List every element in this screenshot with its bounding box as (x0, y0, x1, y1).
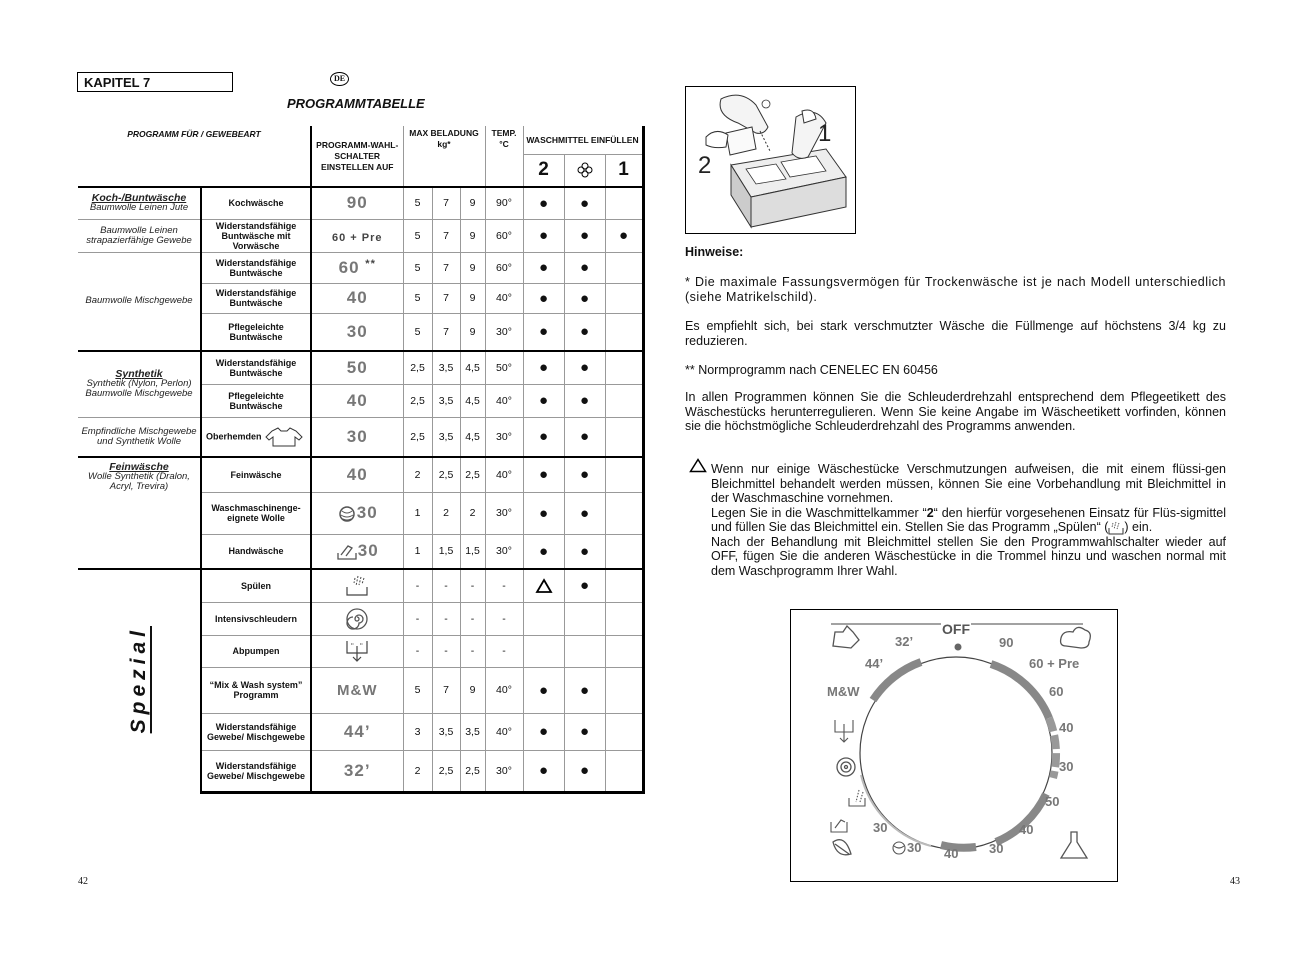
load-value: 3,5 (460, 713, 485, 750)
fabric-feinwaesche-group: Feinwäsche Wolle Synthetik (Dralon, Acryl, Trevira) (78, 457, 201, 569)
program-name: Spülen (201, 569, 311, 602)
note-paragraph: ** Normprogramm nach CENELEC EN 60456 (685, 363, 938, 377)
compartment-softener-mark: ● (564, 252, 605, 283)
dial-setting: 30 (311, 417, 403, 457)
load-value: 5 (403, 283, 432, 313)
program-name: Intensivschleudern (201, 602, 311, 635)
dial-label: 30 (1059, 759, 1074, 774)
temp-value: 60° (485, 252, 523, 283)
compartment-2-mark: ● (523, 417, 564, 457)
compartment-softener-mark: ● (564, 417, 605, 457)
table-row (78, 417, 643, 457)
load-value: 3,5 (432, 417, 460, 457)
dial-label: 30 (907, 840, 922, 855)
load-value: 9 (460, 219, 485, 252)
fabric-description: Baumwolle Leinen strapazierfähige Gewebe (78, 219, 201, 252)
cloud-wool-icon (1061, 627, 1091, 648)
compartment-softener-mark: ● (564, 351, 605, 384)
header-temp: TEMP. °C (485, 126, 523, 187)
fabric-description: Empfindliche Mischgewebe und Synthetik Wolle (78, 417, 201, 457)
program-dial-drawing (791, 610, 1117, 881)
program-name: Widerstandsfähige Gewebe/ Mischgewebe (201, 750, 311, 792)
spezial-label: Spezial (127, 625, 150, 734)
compartment-softener-mark: ● (564, 283, 605, 313)
dial-setting: 40 (311, 384, 403, 417)
fabric-synthetik-group: Synthetik Synthetik (Nylon, Perlon) Baumwolle Mischgewebe (78, 351, 201, 417)
compartment-softener-mark: ● (564, 750, 605, 792)
compartment-label-1: 1 (818, 120, 832, 147)
compartment-2-mark: ● (523, 384, 564, 417)
leaf-icon (833, 840, 851, 855)
load-value: 3 (403, 713, 432, 750)
temp-value: - (485, 635, 523, 667)
compartment-2-mark: ● (523, 667, 564, 713)
eco-cotton-icon (833, 626, 859, 648)
spin-icon (837, 758, 855, 776)
load-value: 1,5 (432, 534, 460, 569)
table-row (78, 252, 643, 283)
compartment-1-mark (605, 313, 643, 351)
table-row (78, 569, 643, 602)
program-name: Kochwäsche (201, 187, 311, 219)
load-value: - (432, 602, 460, 635)
load-value: 5 (403, 219, 432, 252)
page-number-right: 43 (1230, 876, 1240, 887)
program-name: Waschmaschinenge-eignete Wolle (201, 492, 311, 534)
temp-value: 40° (485, 713, 523, 750)
load-value: 9 (460, 667, 485, 713)
program-name: Feinwäsche (201, 457, 311, 492)
compartment-softener-mark: ● (564, 569, 605, 602)
temp-value: - (485, 569, 523, 602)
temp-value: 30° (485, 534, 523, 569)
handwash-icon (831, 820, 847, 832)
compartment-1-mark (605, 417, 643, 457)
load-value: 2,5 (432, 457, 460, 492)
detergent-drawer-illustration (685, 86, 856, 234)
compartment-2-mark: ● (523, 252, 564, 283)
temp-value: 40° (485, 384, 523, 417)
load-value: - (432, 569, 460, 602)
load-value: 7 (432, 283, 460, 313)
compartment-2-mark (523, 635, 564, 667)
temp-value: 40° (485, 667, 523, 713)
compartment-1-mark (605, 667, 643, 713)
load-value: 9 (460, 187, 485, 219)
load-value: 7 (432, 667, 460, 713)
header-compartment-2: 2 (523, 154, 564, 187)
dial-label: 60 + Pre (1029, 656, 1080, 671)
compartment-2-mark: ● (523, 457, 564, 492)
compartment-label-2: 2 (698, 152, 712, 179)
load-value: 3,5 (432, 713, 460, 750)
compartment-softener-mark: ● (564, 313, 605, 351)
dial-label: 30 (873, 820, 888, 835)
load-value: 2,5 (460, 457, 485, 492)
compartment-2-mark: ● (523, 187, 564, 219)
dial-label: 90 (999, 635, 1014, 650)
compartment-1-mark (605, 384, 643, 417)
spin-icon (345, 607, 369, 631)
dial-setting: 60 + Pre (311, 219, 403, 252)
dial-label-off: OFF (942, 621, 970, 637)
dial-label: 32’ (895, 634, 914, 649)
load-value: 4,5 (460, 351, 485, 384)
compartment-softener-mark: ● (564, 534, 605, 569)
temp-value: 90° (485, 187, 523, 219)
handwash-icon (336, 543, 358, 561)
compartment-2-mark: ● (523, 351, 564, 384)
program-table (78, 126, 645, 794)
load-value: 7 (432, 313, 460, 351)
dial-setting: 60 ** (311, 252, 403, 283)
program-name: Handwäsche (201, 534, 311, 569)
table-row (78, 187, 643, 219)
temp-value: 30° (485, 750, 523, 792)
bleach-note-final: Nach der Behandlung mit Bleichmittel stellen Sie den Programmwahlschalter wieder auf OFF, fügen Sie die anderen Wäschestücke in die Trommel hinzu und waschen normal mit dem Waschprogramm Ihrer Wahl. (711, 534, 1226, 578)
compartment-2-mark: ● (523, 219, 564, 252)
compartment-1-mark (605, 492, 643, 534)
load-value: 2,5 (403, 417, 432, 457)
program-name: Widerstandsfähige Gewebe/ Mischgewebe (201, 713, 311, 750)
temp-value: 40° (485, 457, 523, 492)
compartment-1-mark (605, 569, 643, 602)
header-compartment-softener (564, 154, 605, 187)
compartment-1-mark (605, 457, 643, 492)
compartment-1-mark (605, 635, 643, 667)
header-compartment-1: 1 (605, 154, 643, 187)
load-value: 1 (403, 534, 432, 569)
load-value: - (403, 602, 432, 635)
load-value: - (460, 602, 485, 635)
header-detergent: WASCHMITTEL EINFÜLLEN (523, 126, 643, 154)
compartment-2-mark (523, 569, 564, 602)
bleach-note-intro: Wenn nur einige Wäschestücke Verschmutzungen aufweisen, die mit einem flüssi-gen Bleichmittel behandelt werden müssen, können Sie eine Vorbehandlung mit Bleichmittel in der Waschmaschine vornehmen. (711, 462, 1226, 505)
compartment-1-mark (605, 351, 643, 384)
compartment-1-mark: ● (605, 219, 643, 252)
load-value: 3,5 (432, 384, 460, 417)
load-value: 2 (403, 750, 432, 792)
note-paragraph: * Die maximale Fassungsvermögen für Trockenwäsche ist je nach Modell unterschiedlich (siehe Matrikelschild). (685, 275, 1226, 304)
dial-setting: M&W (311, 667, 403, 713)
load-value: 3,5 (432, 351, 460, 384)
compartment-softener-mark: ● (564, 713, 605, 750)
dial-label: 50 (1045, 794, 1060, 809)
fabric-koch-group: Koch-/Buntwäsche Baumwolle Leinen Jute (78, 187, 201, 219)
dial-setting: 44’ (311, 713, 403, 750)
load-value: 2 (432, 492, 460, 534)
load-value: - (403, 569, 432, 602)
table-row (78, 351, 643, 384)
dial-setting: 30 (311, 492, 403, 534)
flask-icon (1061, 832, 1087, 858)
fabric-description: Baumwolle Mischgewebe (78, 252, 201, 351)
compartment-1-mark (605, 534, 643, 569)
dial-setting: 40 (311, 283, 403, 313)
temp-value: 50° (485, 351, 523, 384)
bleach-note (711, 462, 1226, 578)
load-value: 7 (432, 219, 460, 252)
program-name: Widerstandsfähige Buntwäsche (201, 252, 311, 283)
compartment-2-mark: ● (523, 750, 564, 792)
dial-label: 40 (944, 846, 959, 861)
shirt-icon (264, 426, 304, 448)
compartment-softener-mark: ● (564, 457, 605, 492)
temp-value: 30° (485, 417, 523, 457)
load-value: 5 (403, 187, 432, 219)
load-value: 7 (432, 187, 460, 219)
dial-setting: 30 (311, 534, 403, 569)
compartment-softener-mark: ● (564, 384, 605, 417)
program-name: Pflegeleichte Buntwäsche (201, 313, 311, 351)
note-paragraph: Es empfiehlt sich, bei stark verschmutzter Wäsche die Füllmenge auf höchstens 3/4 kg zu reduzieren. (685, 319, 1226, 348)
load-value: - (460, 635, 485, 667)
temp-value: 60° (485, 219, 523, 252)
header-load: MAX BELADUNG kg* (403, 126, 485, 187)
language-badge: DE (330, 72, 349, 86)
flower-icon (577, 162, 593, 178)
compartment-1-mark (605, 252, 643, 283)
dial-label: 40 (1019, 822, 1034, 837)
temp-value: - (485, 602, 523, 635)
page-number-left: 42 (78, 876, 88, 887)
compartment-1-mark (605, 187, 643, 219)
program-name-shirts: Oberhemden (201, 417, 311, 457)
temp-value: 30° (485, 492, 523, 534)
load-value: 2,5 (403, 351, 432, 384)
wool-icon (893, 842, 905, 854)
program-dial-diagram (790, 609, 1118, 882)
compartment-1-mark (605, 750, 643, 792)
note-paragraph: In allen Programmen können Sie die Schleuderdrehzahl entsprechend dem Pflegeetikett des Wäschestücks herunterregulieren. Wenn Sie keine Angabe im Wäscheetikett vorfinden, können sie die höchstmögliche Schleuderdrehzahl des Programms anwenden. (685, 390, 1226, 433)
compartment-2-mark (523, 602, 564, 635)
dial-setting: 40 (311, 457, 403, 492)
dial-setting (311, 569, 403, 602)
compartment-2-mark: ● (523, 713, 564, 750)
load-value: 1,5 (460, 534, 485, 569)
load-value: 2,5 (403, 384, 432, 417)
compartment-softener-mark: ● (564, 492, 605, 534)
load-value: 2,5 (460, 750, 485, 792)
compartment-softener-mark: ● (564, 219, 605, 252)
load-value: 2 (460, 492, 485, 534)
temp-value: 30° (485, 313, 523, 351)
program-name: Widerstandsfähige Buntwäsche mit Vorwäsche (201, 219, 311, 252)
bleach-note-instructions: Legen Sie in die Waschmittelkammer “2“ den hierfür vorgesehenen Einsatz für Flüs-sigmittel und füllen Sie das Bleichmittel ein. Stellen Sie das Programm „Spülen“ ( ) ein. (711, 505, 1226, 534)
spezial-group (78, 569, 201, 792)
load-value: 4,5 (460, 384, 485, 417)
header-fabric: PROGRAMM FÜR / GEWEBEART (78, 126, 311, 187)
rinse-icon (849, 790, 865, 806)
warning-triangle-icon (689, 458, 707, 473)
compartment-2-mark: ● (523, 492, 564, 534)
dial-setting: 32’ (311, 750, 403, 792)
table-row (78, 219, 643, 252)
compartment-2-mark: ● (523, 313, 564, 351)
load-value: - (460, 569, 485, 602)
compartment-2-mark: ● (523, 283, 564, 313)
compartment-1-mark (605, 602, 643, 635)
program-name: “Mix & Wash system” Programm (201, 667, 311, 713)
compartment-1-mark (605, 283, 643, 313)
load-value: 5 (403, 252, 432, 283)
dial-setting: 90 (311, 187, 403, 219)
detergent-drawer-drawing (686, 87, 855, 233)
compartment-softener-mark: ● (564, 187, 605, 219)
compartment-softener-mark (564, 635, 605, 667)
dial-label: 40 (1059, 720, 1074, 735)
page-title: PROGRAMMTABELLE (287, 96, 425, 111)
dial-label: 30 (989, 841, 1004, 856)
temp-value: 40° (485, 283, 523, 313)
drain-icon (835, 720, 853, 742)
table-row (78, 457, 643, 492)
load-value: 2,5 (432, 750, 460, 792)
load-value: 5 (403, 313, 432, 351)
dial-setting: 30 (311, 313, 403, 351)
compartment-2-mark: ● (523, 534, 564, 569)
compartment-softener-mark: ● (564, 667, 605, 713)
dial-label: 44’ (865, 656, 884, 671)
triangle-warning-icon (535, 578, 553, 594)
load-value: 7 (432, 252, 460, 283)
load-value: 4,5 (460, 417, 485, 457)
load-value: 5 (403, 667, 432, 713)
header-dial: PROGRAMM-WAHL-SCHALTER EINSTELLEN AUF (311, 126, 403, 187)
program-name: Widerstandsfähige Buntwäsche (201, 283, 311, 313)
notes-heading: Hinweise: (685, 245, 744, 259)
chapter-label: KAPITEL 7 (77, 72, 233, 92)
load-value: 9 (460, 283, 485, 313)
wool-icon (337, 505, 357, 523)
dial-setting (311, 635, 403, 667)
load-value: - (403, 635, 432, 667)
load-value: 2 (403, 457, 432, 492)
load-value: 9 (460, 252, 485, 283)
load-value: 9 (460, 313, 485, 351)
dial-label: M&W (827, 684, 860, 699)
dial-setting: 50 (311, 351, 403, 384)
load-value: 1 (403, 492, 432, 534)
dial-label: 60 (1049, 684, 1064, 699)
compartment-softener-mark (564, 602, 605, 635)
program-name: Abpumpen (201, 635, 311, 667)
rinse-icon (344, 574, 370, 598)
drain-icon (344, 638, 370, 664)
dial-setting (311, 602, 403, 635)
program-name: Widerstandsfähige Buntwäsche (201, 351, 311, 384)
load-value: - (432, 635, 460, 667)
program-name: Pflegeleichte Buntwäsche (201, 384, 311, 417)
rinse-icon (1108, 521, 1124, 535)
compartment-1-mark (605, 713, 643, 750)
